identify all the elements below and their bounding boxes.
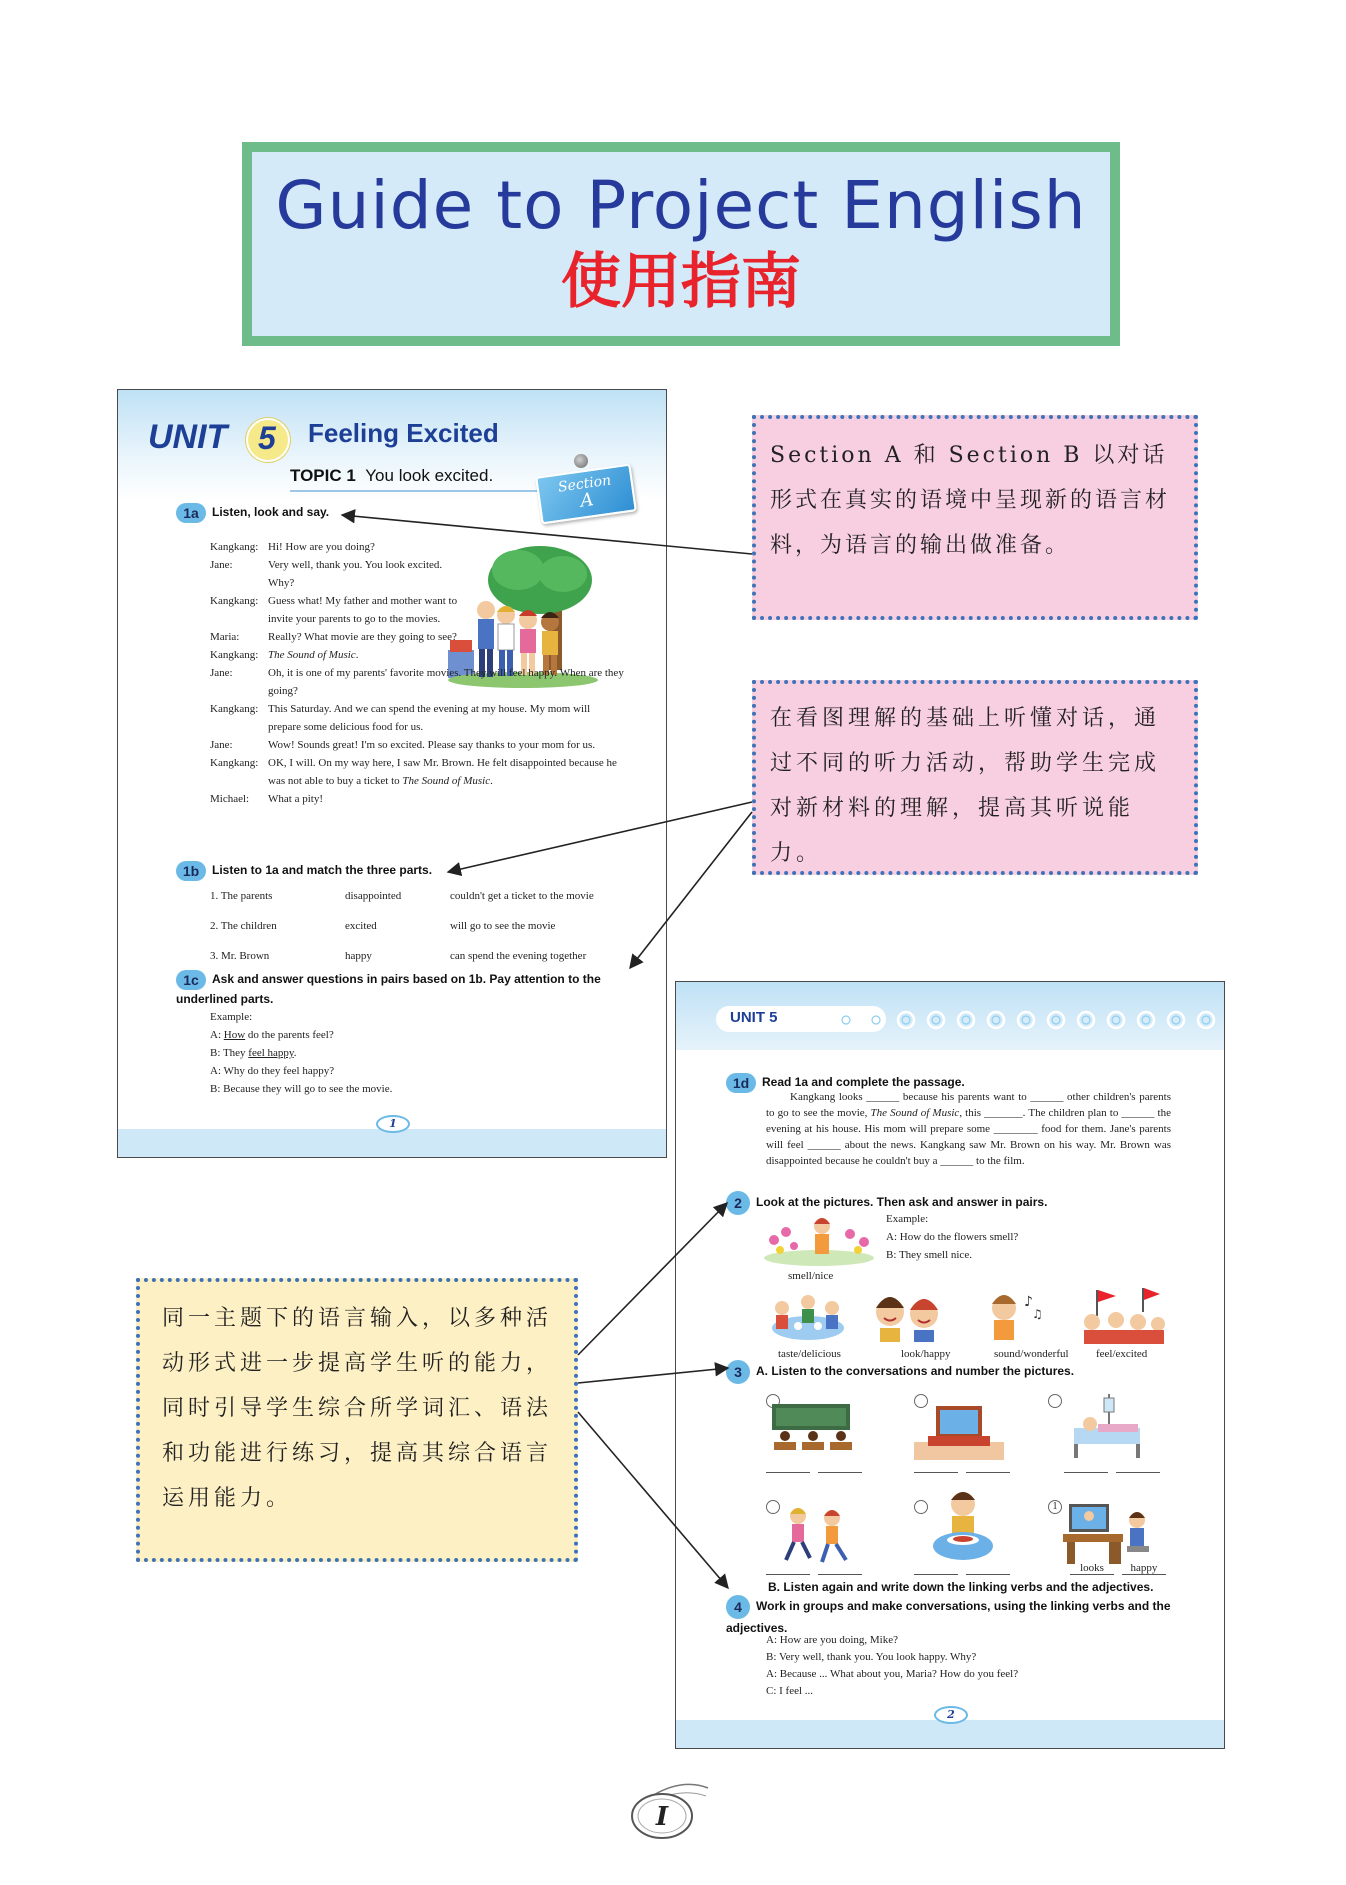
line-text: Hi! How are you doing? xyxy=(268,541,375,553)
dialogue-line xyxy=(210,646,625,664)
underlined-part: How xyxy=(223,1029,246,1041)
line-text: Guess what! My father and mother want to invite your parents to go to the movies. xyxy=(268,595,458,625)
answer-blank[interactable] xyxy=(914,1574,958,1575)
boy-singing-picture xyxy=(974,1288,1044,1344)
line-text: What a pity! xyxy=(268,793,323,805)
example-label: Example: xyxy=(886,1213,929,1225)
line-text-start: OK, I will. On my way here, I saw Mr. Brown. He felt disappointed because he was not able to buy a ticket to xyxy=(268,757,617,787)
exercise-badge: 1a xyxy=(176,503,206,523)
line-text: Oh, it is one of my parents' favorite movies. They will feel happy. When are they going? xyxy=(268,667,624,697)
exercise-4-heading xyxy=(726,1595,1196,1637)
number-circle[interactable] xyxy=(1048,1394,1062,1408)
svg-text:♪: ♪ xyxy=(1024,1294,1033,1310)
match-feeling: happy xyxy=(345,950,372,962)
dialogue-1a xyxy=(210,538,625,808)
exercise-instruction: Listen to 1a and match the three parts. xyxy=(212,863,433,878)
callout-integrated-practice: 同一主题下的语言输入，以多种活动形式进一步提高学生听的能力，同时引导学生综合所学词汇、语法和功能进行练习，提高其综合语言运用能力。 xyxy=(136,1278,578,1562)
svg-text:♫: ♫ xyxy=(1032,1307,1043,1321)
exercise-1c-heading xyxy=(176,970,646,1008)
dialogue-line xyxy=(210,736,625,754)
pin-icon xyxy=(574,454,588,468)
exercise-badge: 1d xyxy=(726,1073,756,1093)
exercise-badge: 4 xyxy=(726,1595,750,1619)
movie-title: The Sound of Music xyxy=(870,1107,960,1119)
topic-label: TOPIC 1 xyxy=(290,466,356,485)
unit-number: 5 xyxy=(258,420,276,456)
dialogue-line xyxy=(210,754,625,790)
line-text-end: . xyxy=(355,649,359,661)
title-english: Guide to Project English xyxy=(275,166,1087,244)
answer-blank[interactable] xyxy=(966,1472,1010,1473)
family-eating-picture xyxy=(768,1288,848,1344)
passage-text: Kangkang looks ______ because his parents want to ______ other children's parents to go to see the movie, xyxy=(766,1091,1171,1119)
answer-blank[interactable] xyxy=(818,1472,862,1473)
picture-caption: feel/excited xyxy=(1096,1348,1148,1360)
topic-heading xyxy=(290,466,493,486)
exercise-instruction: Listen, look and say. xyxy=(212,505,330,520)
dialogue-line: C: I feel ... xyxy=(766,1685,814,1697)
line-text: Very well, thank you. You look excited. Why? xyxy=(268,559,443,589)
exercise-3-heading xyxy=(726,1360,1074,1384)
page-footer-band xyxy=(676,1720,1224,1748)
girl-smelling-flowers-picture xyxy=(764,1210,874,1266)
underlined-part: feel happy xyxy=(248,1047,294,1059)
match-feeling: excited xyxy=(345,920,377,932)
line-text xyxy=(268,754,625,790)
callout-section-a-b: Section A 和 Section B 以对话形式在真实的语境中呈现新的语言材料，为语言的输出做准备。 xyxy=(752,415,1198,620)
dialogue-line: B: Very well, thank you. You look happy. Why? xyxy=(766,1651,977,1663)
match-reason: will go to see the movie xyxy=(450,920,556,932)
topic-underline xyxy=(290,490,540,492)
line-text: Really? What movie are they going to see? xyxy=(268,631,457,643)
dialogue-line xyxy=(210,538,465,556)
example-label: Example: xyxy=(210,1011,253,1023)
dialogue-line xyxy=(210,790,625,808)
example-text: B: They xyxy=(210,1047,249,1059)
answer-blank[interactable] xyxy=(766,1472,810,1473)
example-line: B: They smell nice. xyxy=(886,1249,972,1261)
example-text: A: xyxy=(210,1029,224,1041)
answer-blank[interactable] xyxy=(766,1574,810,1575)
example-text: . xyxy=(293,1047,297,1059)
speaker: Kangkang: xyxy=(210,757,259,769)
title-banner xyxy=(242,142,1120,346)
answer-blank[interactable] xyxy=(1064,1472,1108,1473)
exercise-instruction: Ask and answer questions in pairs based on 1b. Pay attention to the underlined parts. xyxy=(176,972,601,1006)
example-line: B: Because they will go to see the movie. xyxy=(210,1083,393,1095)
hospital-bed-picture xyxy=(1068,1394,1148,1460)
speaker: Jane: xyxy=(210,559,233,571)
exercise-badge: 1b xyxy=(176,861,206,881)
match-row xyxy=(210,890,625,920)
picture-caption: sound/wonderful xyxy=(994,1348,1069,1360)
page-number: 2 xyxy=(934,1706,968,1724)
match-subject: 3. Mr. Brown xyxy=(210,950,270,962)
topic-title: You look excited. xyxy=(365,466,494,485)
match-reason: couldn't get a ticket to the movie xyxy=(450,890,594,902)
speaker: Kangkang: xyxy=(210,703,259,715)
dialogue-line: A: Because ... What about you, Maria? How do you feel? xyxy=(766,1668,1019,1680)
example-line xyxy=(210,1026,625,1044)
answer-linking-verb[interactable]: looks xyxy=(1070,1562,1114,1575)
boy-eating-picture xyxy=(928,1490,998,1566)
unit-title: Feeling Excited xyxy=(308,418,499,448)
dialogue-line xyxy=(210,628,465,646)
title-chinese: 使用指南 xyxy=(561,247,801,318)
exercise-instruction: A. Listen to the conversations and number the pictures. xyxy=(756,1364,1075,1379)
dialogue-line xyxy=(210,664,625,700)
callout-listening: 在看图理解的基础上听懂对话，通过不同的听力活动，帮助学生完成对新材料的理解，提高其听说能力。 xyxy=(752,680,1198,875)
speaker: Jane: xyxy=(210,739,233,751)
match-feeling: disappointed xyxy=(345,890,402,902)
decorative-circles xyxy=(836,1007,1225,1033)
dialogue-line xyxy=(210,556,465,592)
example-text: do the parents feel? xyxy=(245,1029,334,1041)
answer-blank[interactable] xyxy=(966,1574,1010,1575)
answer-blank[interactable] xyxy=(914,1472,958,1473)
section-tag-word: Section xyxy=(557,472,613,496)
speaker: Kangkang: xyxy=(210,595,259,607)
line-text: Wow! Sounds great! I'm so excited. Please say thanks to your mom for us. xyxy=(268,739,596,751)
exercise-3b-heading: B. Listen again and write down the linking verbs and the adjectives. xyxy=(768,1580,1154,1594)
speaker: Kangkang: xyxy=(210,541,259,553)
dialogue-line: A: How are you doing, Mike? xyxy=(766,1634,898,1646)
dialogue-line xyxy=(210,700,625,736)
movie-title: The Sound of Music xyxy=(402,775,491,787)
movie-title: The Sound of Music xyxy=(268,649,356,661)
exercise-1b-heading xyxy=(176,861,432,881)
example-line: A: Why do they feel happy? xyxy=(210,1065,335,1077)
cloze-passage xyxy=(766,1089,1171,1169)
exercise-badge: 3 xyxy=(726,1360,750,1384)
picture-caption: taste/delicious xyxy=(778,1348,841,1360)
exercise-instruction: Look at the pictures. Then ask and answer in pairs. xyxy=(756,1195,1048,1210)
unit-word: UNIT xyxy=(148,418,228,456)
picture-caption: look/happy xyxy=(901,1348,951,1360)
speaker: Michael: xyxy=(210,793,250,805)
tv-room-picture xyxy=(914,1400,1004,1460)
example-1c xyxy=(210,1008,625,1098)
textbook-page-1 xyxy=(117,389,667,1158)
number-circle[interactable]: 1 xyxy=(1048,1500,1062,1514)
cheering-crowd-picture xyxy=(1076,1286,1166,1344)
dialogue-4 xyxy=(766,1632,1018,1700)
page-footer-band xyxy=(118,1129,666,1157)
passage-text: , this _______. The children plan to ______ the evening at his house. His mom will prepare some ________ food for them. Jane's parents will feel ______ about the news. Kangkang saw Mr. Brown on his way. Mr. Brown was disappointed because he couldn't buy a ______ to the film. xyxy=(766,1107,1171,1167)
textbook-page-2 xyxy=(675,981,1225,1749)
match-row xyxy=(210,920,625,950)
line-text xyxy=(268,646,625,664)
exercise-badge: 2 xyxy=(726,1191,750,1215)
dialogue-line xyxy=(210,592,465,628)
book-page-number: I xyxy=(655,1802,669,1832)
line-text: This Saturday. And we can spend the evening at my house. My mom will prepare some delicious food for us. xyxy=(268,703,591,733)
book-page-number-badge xyxy=(622,1778,712,1842)
kids-running-picture xyxy=(772,1504,862,1568)
exercise-instruction: Read 1a and complete the passage. xyxy=(762,1075,965,1090)
classroom-picture xyxy=(766,1400,856,1460)
answer-adjective[interactable]: happy xyxy=(1122,1562,1166,1575)
speaker: Maria: xyxy=(210,631,240,643)
answer-blank[interactable] xyxy=(818,1574,862,1575)
unit-label: UNIT 5 xyxy=(730,1009,778,1026)
match-reason: can spend the evening together xyxy=(450,950,587,962)
speaker: Jane: xyxy=(210,667,233,679)
exercise-instruction: Work in groups and make conversations, using the linking verbs and the adjectives. xyxy=(726,1599,1171,1635)
smiling-girls-picture xyxy=(868,1288,948,1344)
match-subject: 1. The parents xyxy=(210,890,273,902)
exercise-badge: 1c xyxy=(176,970,206,990)
section-tag-letter: A xyxy=(579,489,595,512)
match-subject: 2. The children xyxy=(210,920,277,932)
example-2 xyxy=(886,1210,1018,1264)
exercise-1a-heading xyxy=(176,503,329,523)
page-number: 1 xyxy=(376,1115,410,1133)
speaker: Kangkang: xyxy=(210,649,259,661)
example-line: A: How do the flowers smell? xyxy=(886,1231,1019,1243)
example-line xyxy=(210,1044,625,1062)
picture-caption: smell/nice xyxy=(788,1270,834,1282)
computer-desk-picture xyxy=(1061,1498,1156,1564)
answer-blank[interactable] xyxy=(1116,1472,1160,1473)
number-circle[interactable] xyxy=(914,1500,928,1514)
line-text-end: . xyxy=(490,775,493,787)
match-table xyxy=(210,890,625,980)
